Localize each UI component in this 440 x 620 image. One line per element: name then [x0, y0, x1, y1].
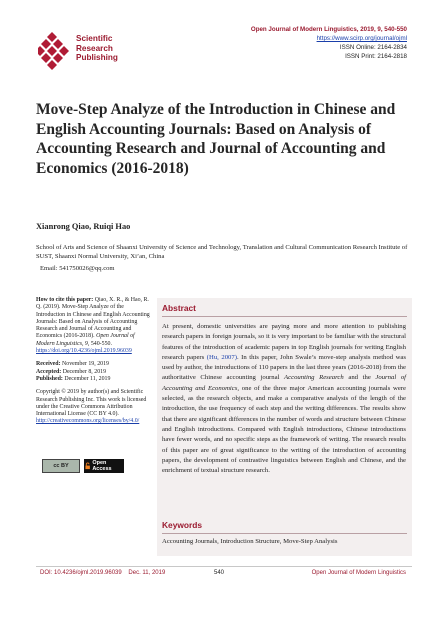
- journal-name-2: Journal of Accounting and Economics: [162, 374, 407, 392]
- publisher-name-line: Research: [76, 43, 113, 53]
- footer-date: Dec. 11, 2019: [128, 570, 166, 576]
- accepted-value: December 8, 2019: [62, 368, 107, 375]
- journal-url-link[interactable]: https://www.scirp.org/journal/ojml: [316, 35, 407, 42]
- received-label: Received:: [36, 361, 61, 368]
- published-date: [36, 376, 154, 383]
- footer-doi[interactable]: DOI: 10.4236/ojml.2019.96039: [40, 570, 122, 576]
- cc-by-badge[interactable]: cc BY: [42, 459, 80, 473]
- footer-divider: [36, 566, 412, 567]
- open-lock-icon: [85, 462, 90, 470]
- article-info-sidebar: [36, 297, 154, 432]
- publisher-name-line: Publishing: [76, 53, 118, 63]
- abstract-text-and: and the: [348, 374, 371, 382]
- keywords-heading: Keywords: [162, 520, 203, 530]
- journal-citation-line: Open Journal of Modern Linguistics, 2019, 9, 540-550: [250, 26, 407, 33]
- license-badges: [42, 459, 124, 473]
- published-label: Published:: [36, 375, 63, 382]
- accepted-label: Accepted:: [36, 368, 62, 375]
- author-email: Email: 541750026@qq.com: [40, 265, 115, 272]
- abstract-text-2: . In this paper, John Swale’s move-step analysis method was used by author, the introductions of 110 papers in the last three years (2016-2018) from the authoritative Chinese accounting journal: [162, 353, 406, 382]
- abstract-divider: [162, 316, 407, 317]
- dates: [36, 361, 154, 383]
- page-number: 540: [214, 570, 225, 576]
- cite-label: How to cite this paper:: [36, 297, 94, 303]
- issn-print: ISSN Print: 2164-2818: [345, 53, 407, 60]
- footer-doi-date: [40, 570, 165, 576]
- affiliation: School of Arts and Science of Shaanxi University of Science and Technology, Translation and Cultural Communication Research Institute of SUST, Shaanxi Normal University, Xi’an, China: [36, 244, 408, 260]
- published-value: December 11, 2019: [64, 375, 111, 382]
- journal-name-1: Accounting Research: [284, 374, 344, 382]
- keywords-list: Accounting Journals, Introduction Structure, Move-Step Analysis: [162, 538, 338, 545]
- received-value: November 19, 2019: [62, 361, 109, 368]
- open-access-badge[interactable]: [84, 459, 124, 473]
- doi-link[interactable]: https://doi.org/10.4236/ojml.2019.96039: [36, 348, 132, 355]
- abstract-heading: Abstract: [162, 303, 196, 313]
- authors: Xianrong Qiao, Ruiqi Hao: [36, 222, 131, 231]
- received-date: [36, 361, 154, 368]
- how-to-cite: [36, 297, 154, 355]
- copyright-notice: [36, 389, 154, 425]
- abstract-text-3: , one of the three major American accounting journals were selected, as the research objects, and make a comparative analysis of the length of the introduction, the use frequency of each step and the writing differences. The results show that there are significant differences in the number of words and structure between Chinese and English introductions. Compared with English introductions, Chinese introductions have fewer words, and no specific steps as the framework of writing. The research results of this paper are of great significance to the writing of the introduction of accounting papers, the development of contrastive linguistics between English and Chinese, and the enrichment of textual structure research.: [162, 384, 406, 475]
- abstract-citation-link[interactable]: (Hu, 2007): [206, 353, 237, 361]
- cite-text: Qiao, X. R., & Hao, R. Q. (2019). Move-Step Analyze of the Introduction in Chinese and English Accounting Journals: Based on Analysis of Accounting Research and Journal of Accounting and Economics (2016-2018).: [36, 297, 150, 340]
- paper-title: Move-Step Analyze of the Introduction in Chinese and English Accounting Journals: Based on Analysis of Accounting Research and Journal of Accounting and Economics (2016-2018): [36, 101, 396, 177]
- cite-journal: Open Journal of Modern Linguistics, 9,: [36, 333, 135, 347]
- open-access-label: Open Access: [92, 460, 112, 472]
- accepted-date: [36, 369, 154, 376]
- publisher-name: [76, 34, 118, 63]
- journal-meta: [251, 25, 407, 61]
- abstract-body: [162, 322, 406, 476]
- issn-online: ISSN Online: 2164-2834: [339, 44, 407, 51]
- footer-journal: Open Journal of Modern Linguistics: [311, 570, 406, 576]
- keywords-divider: [162, 533, 407, 534]
- abstract-text-1: At present, domestic universities are paying more and more attention to publishing research papers in foreign journals, so it is very important to be familiar with the structural features of the introduction of academic papers in top English journals for writing English research papers: [162, 323, 406, 361]
- cite-pages: 540-550.: [90, 340, 112, 347]
- copyright-text: Copyright © 2019 by author(s) and Scientific Research Publishing Inc. This work is licensed under the Creative Commons Attribution International License (CC BY 4.0).: [36, 389, 147, 418]
- publisher-name-line: Scientific: [76, 34, 113, 43]
- license-link[interactable]: http://creativecommons.org/licenses/by/4.0/: [36, 418, 140, 425]
